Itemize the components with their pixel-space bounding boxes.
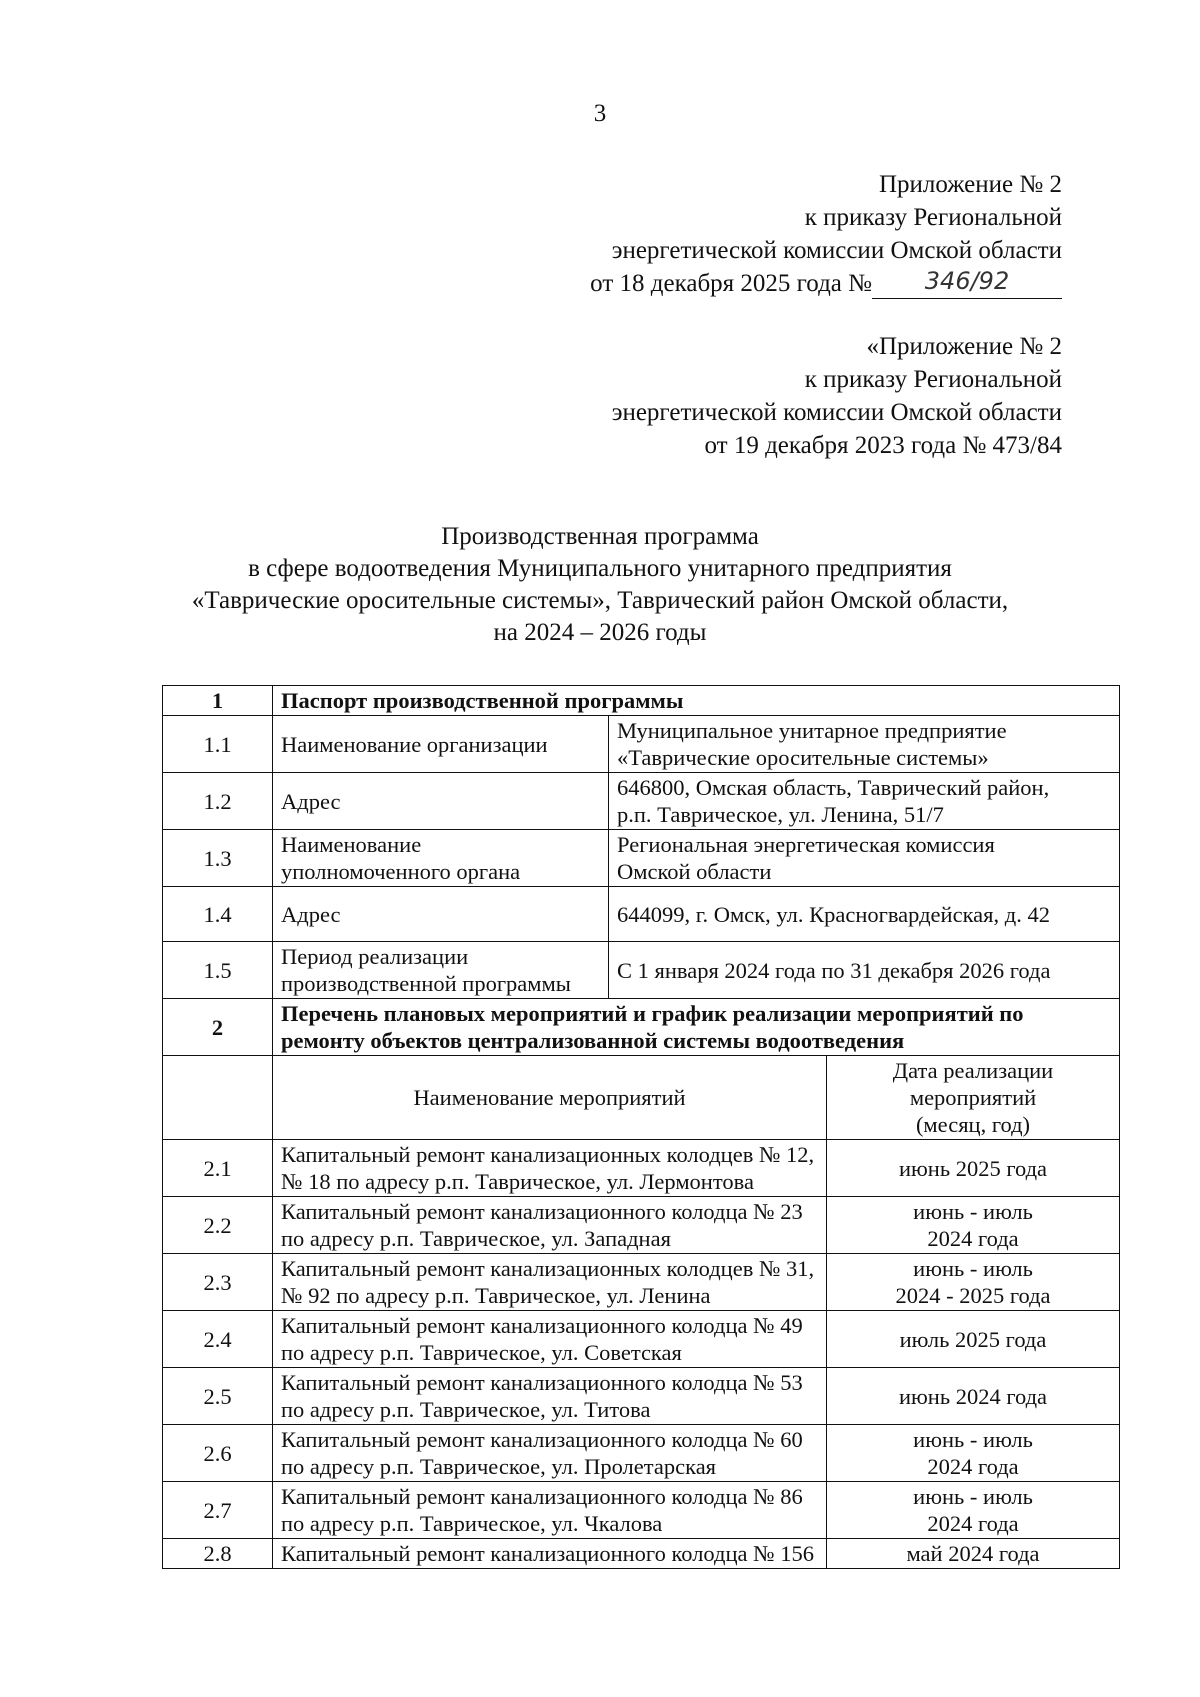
- date-line: июнь - июль: [913, 1256, 1033, 1281]
- value-line: Региональная энергетическая комиссия: [617, 832, 995, 857]
- measure-date: [827, 1368, 1120, 1425]
- program-table: [162, 685, 1120, 1569]
- title-line: Производственная программа: [441, 523, 759, 550]
- row-number: 1.3: [163, 830, 273, 887]
- appendix-date-line: [590, 267, 1062, 301]
- measure-line: Капитальный ремонт канализационного колодца № 49: [281, 1313, 803, 1338]
- row-label: Адрес: [273, 887, 609, 942]
- section-number: 1: [163, 686, 273, 716]
- row-value: С 1 января 2024 года по 31 декабря 2026 года: [609, 942, 1120, 999]
- measure-date: [827, 1482, 1120, 1539]
- label-line: уполномоченного органа: [281, 859, 521, 884]
- appendix-line: к приказу Региональной: [804, 204, 1062, 231]
- value-line: Омской области: [617, 859, 772, 884]
- date-line: 2024 года: [927, 1511, 1019, 1536]
- column-header-name: Наименование мероприятий: [273, 1056, 827, 1140]
- measure-name: [273, 1425, 827, 1482]
- measure-name: [273, 1368, 827, 1425]
- title-line: ремонту объектов централизованной системы водоотведения: [281, 1028, 905, 1053]
- measure-name: [273, 1482, 827, 1539]
- appendix-line: к приказу Региональной: [804, 366, 1062, 393]
- appendix-header-old: [612, 330, 1062, 462]
- title-line: Перечень плановых мероприятий и график реализации мероприятий по: [281, 1001, 1024, 1026]
- section-title: [273, 999, 1120, 1056]
- date-line: 2024 года: [927, 1454, 1019, 1479]
- measure-line: по адресу р.п. Таврическое, ул. Чкалова: [281, 1511, 663, 1536]
- appendix-line: энергетической комиссии Омской области: [611, 237, 1062, 264]
- measure-date: [827, 1254, 1120, 1311]
- measure-name: Капитальный ремонт канализационного колодца № 156: [273, 1539, 827, 1569]
- row-number: 2.3: [163, 1254, 273, 1311]
- row-value: [609, 773, 1120, 830]
- table-row: [163, 1311, 1120, 1368]
- table-row: [163, 1197, 1120, 1254]
- date-line: июль 2025 года: [899, 1326, 1047, 1352]
- measure-line: Капитальный ремонт канализационных колодцев № 31,: [281, 1256, 815, 1281]
- title-line: «Таврические оросительные системы», Таврический район Омской области,: [191, 587, 1009, 614]
- value-line: р.п. Таврическое, ул. Ленина, 51/7: [617, 802, 944, 827]
- title-line: в сфере водоотведения Муниципального унитарного предприятия: [248, 555, 952, 582]
- row-number: 2.4: [163, 1311, 273, 1368]
- appendix-line: «Приложение № 2: [866, 333, 1062, 360]
- document-title: [0, 521, 1200, 649]
- date-line: июнь - июль: [913, 1427, 1033, 1452]
- date-line: 2024 - 2025 года: [895, 1283, 1051, 1308]
- table-row: [163, 1254, 1120, 1311]
- table-row: [163, 1368, 1120, 1425]
- measure-line: по адресу р.п. Таврическое, ул. Западная: [281, 1226, 671, 1251]
- row-label: [273, 830, 609, 887]
- row-value: [609, 716, 1120, 773]
- measure-name: [273, 1197, 827, 1254]
- appendix-line: энергетической комиссии Омской области: [611, 399, 1062, 426]
- appendix-line: Приложение № 2: [878, 171, 1062, 198]
- measure-date: [827, 1197, 1120, 1254]
- measure-name: [273, 1254, 827, 1311]
- appendix-header-new: [590, 168, 1062, 301]
- measure-line: № 92 по адресу р.п. Таврическое, ул. Ленина: [281, 1283, 711, 1308]
- table-row: [163, 942, 1120, 999]
- row-label: Адрес: [273, 773, 609, 830]
- date-line: июнь - июль: [913, 1199, 1033, 1224]
- label-line: производственной программы: [281, 971, 571, 996]
- row-number: 2.5: [163, 1368, 273, 1425]
- measure-line: Капитальный ремонт канализационного колодца № 53: [281, 1370, 803, 1395]
- handwritten-order-number: 346/92: [872, 265, 1062, 299]
- header-line: мероприятий: [909, 1085, 1037, 1110]
- value-line: Муниципальное унитарное предприятие: [617, 718, 1007, 743]
- table-row: [163, 887, 1120, 942]
- value-line: «Таврические оросительные системы»: [617, 745, 989, 770]
- column-header-row: [163, 1056, 1120, 1140]
- label-line: Период реализации: [281, 944, 469, 969]
- appendix-line: от 19 декабря 2023 года № 473/84: [704, 432, 1062, 459]
- row-value: 644099, г. Омск, ул. Красногвардейская, д. 42: [609, 887, 1120, 942]
- date-line: июнь - июль: [913, 1484, 1033, 1509]
- date-line: 2024 года: [927, 1226, 1019, 1251]
- title-line: на 2024 – 2026 годы: [493, 619, 707, 646]
- row-value: [609, 830, 1120, 887]
- column-header-date: [827, 1056, 1120, 1140]
- section-header-row: [163, 686, 1120, 716]
- measure-date: [827, 1140, 1120, 1197]
- measure-line: Капитальный ремонт канализационных колодцев № 12,: [281, 1142, 815, 1167]
- label-line: Наименование: [281, 832, 422, 857]
- row-number: 2.1: [163, 1140, 273, 1197]
- row-number: 1.2: [163, 773, 273, 830]
- table-row: [163, 1539, 1120, 1569]
- date-line: июнь 2024 года: [898, 1383, 1048, 1409]
- row-number: 1.4: [163, 887, 273, 942]
- table-row: [163, 1140, 1120, 1197]
- measure-date: [827, 1311, 1120, 1368]
- row-number: 2.8: [163, 1539, 273, 1569]
- row-label: [273, 942, 609, 999]
- row-number: 2.7: [163, 1482, 273, 1539]
- header-line: (месяц, год): [915, 1112, 1031, 1137]
- measure-date: [827, 1425, 1120, 1482]
- table-row: [163, 1425, 1120, 1482]
- page-number: 3: [593, 100, 607, 127]
- appendix-date-prefix: от 18 декабря 2025 года №: [590, 270, 872, 297]
- section-number: 2: [163, 999, 273, 1056]
- section-header-row: [163, 999, 1120, 1056]
- measure-line: по адресу р.п. Таврическое, ул. Пролетарская: [281, 1454, 717, 1479]
- table-row: [163, 716, 1120, 773]
- measure-line: № 18 по адресу р.п. Таврическое, ул. Лермонтова: [281, 1169, 754, 1194]
- empty-header-cell: [163, 1056, 273, 1140]
- measure-line: Капитальный ремонт канализационного колодца № 60: [281, 1427, 803, 1452]
- measure-line: по адресу р.п. Таврическое, ул. Советская: [281, 1340, 682, 1365]
- row-number: 2.2: [163, 1197, 273, 1254]
- row-number: 1.5: [163, 942, 273, 999]
- measure-line: Капитальный ремонт канализационного колодца № 86: [281, 1484, 803, 1509]
- header-line: Дата реализации: [892, 1058, 1054, 1083]
- table-row: [163, 830, 1120, 887]
- table-row: [163, 773, 1120, 830]
- row-number: 2.6: [163, 1425, 273, 1482]
- measure-line: Капитальный ремонт канализационного колодца № 23: [281, 1199, 803, 1224]
- value-line: 646800, Омская область, Таврический район,: [617, 775, 1050, 800]
- measure-line: по адресу р.п. Таврическое, ул. Титова: [281, 1397, 651, 1422]
- table-row: [163, 1482, 1120, 1539]
- date-line: июнь 2025 года: [898, 1155, 1048, 1181]
- measure-date: май 2024 года: [827, 1539, 1120, 1569]
- measure-name: [273, 1140, 827, 1197]
- measure-name: [273, 1311, 827, 1368]
- row-number: 1.1: [163, 716, 273, 773]
- section-title: Паспорт производственной программы: [273, 686, 1120, 716]
- row-label: Наименование организации: [273, 716, 609, 773]
